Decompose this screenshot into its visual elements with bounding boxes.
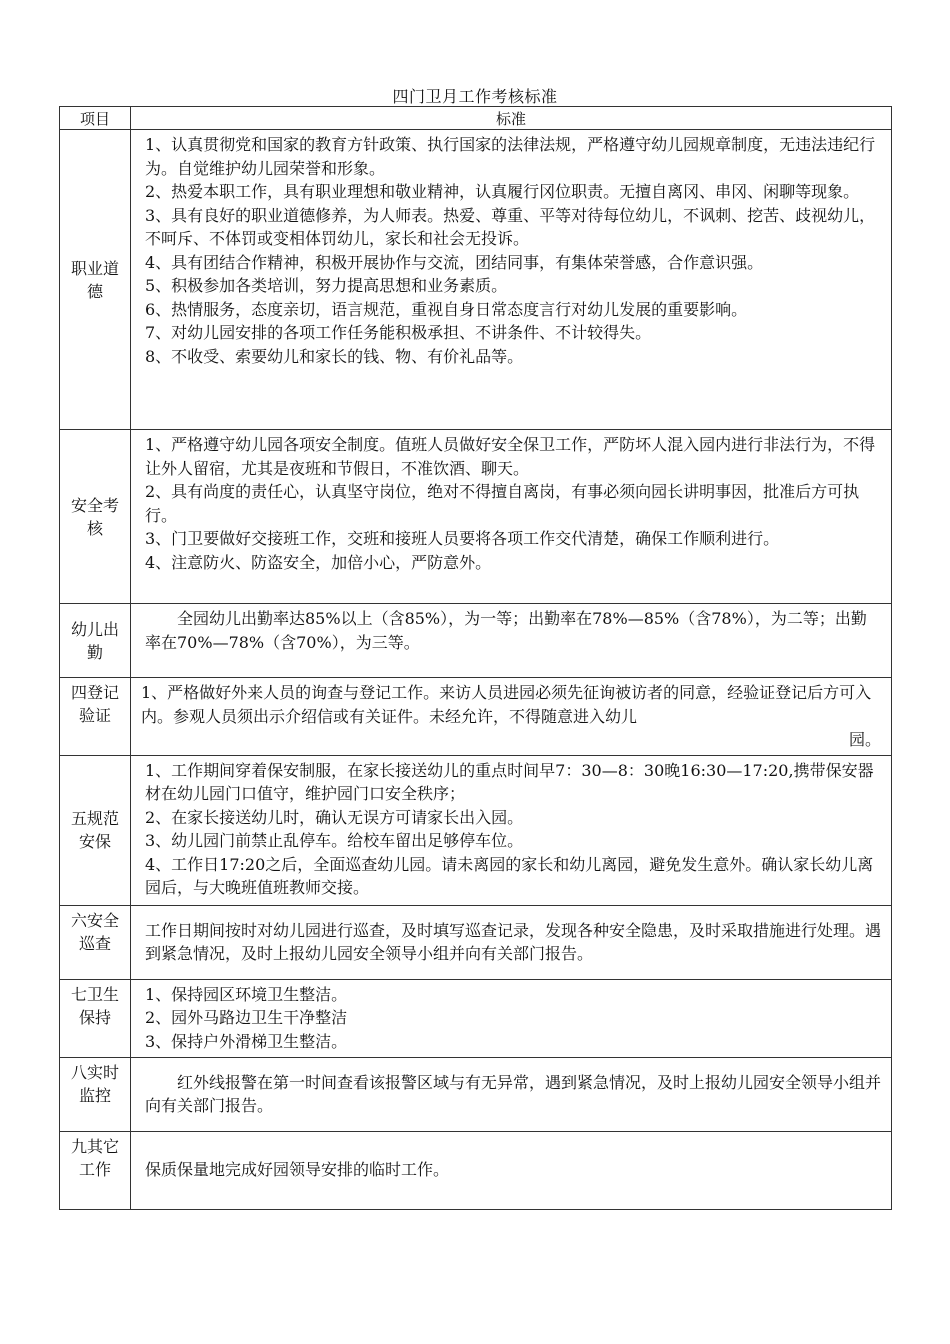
standard-cell <box>131 979 892 1057</box>
list-item: 3、保持户外滑梯卫生整洁。 <box>145 1031 348 1051</box>
table-row <box>60 678 892 756</box>
list-item: 6、热情服务，态度亲切，语言规范，重视自身日常态度言行对幼儿发展的重要影响。 <box>145 299 748 319</box>
list-item: 8、不收受、索要幼儿和家长的钱、物、有价礼品等。 <box>145 346 524 366</box>
table-row <box>60 979 892 1057</box>
document-title: 四门卫月工作考核标准 <box>392 87 558 106</box>
list-item: 1、认真贯彻党和国家的教育方针政策、执行国家的法律法规，严格遵守幼儿园规章制度，无违法违纪行为。自觉维护幼儿园荣誉和形象。 <box>145 135 876 178</box>
list-item: 5、积极参加各类培训，努力提高思想和业务素质。 <box>145 276 508 295</box>
standard-cell <box>131 678 892 756</box>
list-item: 全园幼儿出勤率达85%以上（含85%），为一等；出勤率在78%—85%（含78%），为二等；出勤率在70%—78%（含70%），为三等。 <box>145 609 867 652</box>
list-item: 4、工作日17:20之后，全面巡查幼儿园。请未离园的家长和幼儿离园，避免发生意外。确认家长幼儿离园后，与大晚班值班教师交接。 <box>145 854 874 897</box>
list-item: 1、严格做好外来人员的询查与登记工作。来访人员进园必须先征询被访者的同意，经验证登记后方可入内。参观人员须出示介绍信或有关证件。未经允许，不得随意进入幼儿 <box>141 683 872 726</box>
table-row <box>60 604 892 678</box>
standard-cell <box>131 905 892 979</box>
table-row <box>60 905 892 979</box>
standard-cell <box>131 604 892 678</box>
category-cell: 六安全巡查 <box>60 905 131 979</box>
category-cell: 安全考核 <box>60 430 131 604</box>
list-item: 工作日期间按时对幼儿园进行巡查，及时填写巡查记录，发现各种安全隐患，及时采取措施进行处理。遇到紧急情况，及时上报幼儿园安全领导小组并向有关部门报告。 <box>145 920 882 963</box>
list-item: 2、在家长接送幼儿时，确认无误方可请家长出入园。 <box>145 807 524 827</box>
list-item: 2、园外马路边卫生干净整洁 <box>145 1008 348 1027</box>
list-item: 3、具有良好的职业道德修养，为人师表。热爱、尊重、平等对待每位幼儿，不讽刺、挖苦、歧视幼儿，不呵斥、不体罚或变相体罚幼儿，家长和社会无投诉。 <box>145 205 876 248</box>
category-cell: 五规范安保 <box>60 755 131 905</box>
list-item: 2、热爱本职工作，具有职业理想和敬业精神，认真履行冈位职责。无擅自离冈、串冈、闲聊等现象。 <box>145 182 860 201</box>
list-item: 4、注意防火、防盗安全，加倍小心，严防意外。 <box>145 552 492 572</box>
list-item: 3、幼儿园门前禁止乱停车。给校车留出足够停车位。 <box>145 831 524 850</box>
standard-cell <box>131 130 892 430</box>
table-row <box>60 130 892 430</box>
standard-cell <box>131 430 892 604</box>
category-cell: 八实时监控 <box>60 1057 131 1131</box>
list-item: 2、具有尚度的责任心，认真坚守岗位，绝对不得擅自离岗，有事必须向园长讲明事因，批准后方可执行。 <box>145 482 860 525</box>
table-row <box>60 430 892 604</box>
header-standard: 标准 <box>131 107 892 130</box>
list-item: 1、保持园区环境卫生整洁。 <box>145 984 348 1004</box>
list-item: 1、严格遵守幼儿园各项安全制度。值班人员做好安全保卫工作，严防坏人混入园内进行非法行为，不得让外人留宿，尤其是夜班和节假日，不准饮酒、聊天。 <box>145 435 876 478</box>
standards-table <box>59 106 892 1210</box>
list-item: 4、具有团结合作精神，积极开展协作与交流，团结同事，有集体荣誉感，合作意识强。 <box>145 252 764 272</box>
standard-cell <box>131 755 892 905</box>
table-row <box>60 1057 892 1131</box>
list-item: 1、工作期间穿着保安制服，在家长接送幼儿的重点时间早7：30—8：30晚16:30—17:20,携带保安器材在幼儿园门口值守，维护园门口安全秩序； <box>145 760 874 803</box>
table-header-row <box>60 107 892 130</box>
list-item: 7、对幼儿园安排的各项工作任务能积极承担、不讲条件、不计较得失。 <box>145 323 652 342</box>
category-cell: 职业道德 <box>60 130 131 430</box>
table-row <box>60 755 892 905</box>
standard-cell <box>131 1057 892 1131</box>
category-cell: 幼儿出勤 <box>60 604 131 678</box>
list-item: 园。 <box>848 730 881 749</box>
table-row <box>60 1131 892 1209</box>
header-project: 项目 <box>60 107 131 130</box>
category-cell: 九其它工作 <box>60 1131 131 1209</box>
standard-cell <box>131 1131 892 1209</box>
category-cell: 七卫生保持 <box>60 979 131 1057</box>
category-cell: 四登记验证 <box>60 678 131 756</box>
list-item: 红外线报警在第一时间查看该报警区域与有无异常，遇到紧急情况，及时上报幼儿园安全领导小组并向有关部门报告。 <box>145 1072 882 1115</box>
list-item: 保质保量地完成好园领导安排的临时工作。 <box>145 1160 450 1180</box>
list-item: 3、门卫要做好交接班工作，交班和接班人员要将各项工作交代清楚，确保工作顺利进行。 <box>145 529 780 548</box>
